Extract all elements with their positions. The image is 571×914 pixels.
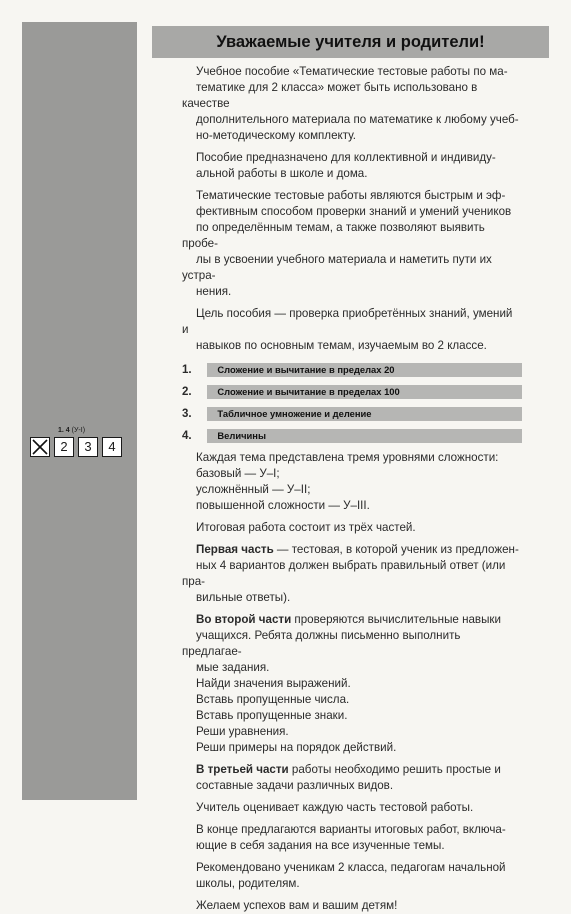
- final-parts-text: Итоговая работа состоит из трёх частей.: [196, 521, 416, 534]
- closing-paragraph: Учитель оценивает каждую часть тестовой работы.: [196, 801, 474, 814]
- answer-box: 2: [54, 437, 74, 457]
- crossed-answer-box: [30, 437, 50, 457]
- intro-paragraph: Пособие предназначено для коллективной и индивиду- альной работы в школе и дома.: [196, 151, 496, 180]
- part2-paragraph: Во второй части проверяются вычислительные навыки учащихся. Ребята должны письменно выполнить предлагае- мые задания.: [182, 613, 501, 674]
- side-margin-band: [22, 22, 137, 800]
- topic-list: [180, 362, 522, 444]
- intro-paragraph: Цель пособия — проверка приобретённых знаний, умений и навыков по основным темам, изучаемым во 2 классе.: [182, 307, 513, 352]
- topic-item: 1. Сложение и вычитание в пределах 20: [180, 362, 522, 378]
- page-body: [182, 64, 522, 914]
- topic-item: 2. Сложение и вычитание в пределах 100: [180, 384, 522, 400]
- closing-paragraph: Рекомендовано ученикам 2 класса, педагогам начальной школы, родителям.: [196, 861, 506, 890]
- answer-box: 3: [78, 437, 98, 457]
- part3-paragraph: В третьей части работы необходимо решить простые и составные задачи различных видов.: [196, 763, 501, 792]
- cross-mark-icon: [31, 438, 49, 456]
- sample-task-label: 1. 4 (У-I): [58, 427, 86, 434]
- topic-item: 4. Величины: [180, 428, 522, 444]
- closing-paragraph: Желаем успехов вам и вашим детям!: [196, 899, 398, 912]
- intro-paragraph: Учебное пособие «Тематические тестовые работы по ма- тематике для 2 класса» может быть использовано в качестве дополнительного материала по математике к любому учеб- но-методическому комплекту.: [182, 65, 519, 142]
- intro-paragraph: Тематические тестовые работы являются быстрым и эф- фективным способом проверки знаний и умений учеников по определённым темам, а также позволяют выявить пробе- лы в усвоении учебного материала и наметить пути их устра- нения.: [182, 189, 512, 298]
- page-title: Уважаемые учителя и родители!: [216, 32, 485, 51]
- levels-paragraph: Каждая тема представлена тремя уровнями сложности: базовый — У–I; усложнённый — У–II; повышенной сложности — У–III.: [196, 451, 499, 512]
- page-header: [152, 26, 549, 58]
- topic-item: 3. Табличное умножение и деление: [180, 406, 522, 422]
- closing-paragraph: В конце предлагаются варианты итоговых работ, включа- ющие в себя задания на все изученные темы.: [196, 823, 506, 852]
- part1-paragraph: Первая часть — тестовая, в которой ученик из предложен- ных 4 вариантов должен выбрать правильный ответ (или пра- вильные ответы).: [182, 543, 519, 604]
- answer-sample: [30, 427, 122, 457]
- answer-box: 4: [102, 437, 122, 457]
- task-list: Найди значения выражений. Вставь пропущенные числа. Вставь пропущенные знаки. Реши уравнения. Реши примеры на порядок действий.: [196, 677, 397, 754]
